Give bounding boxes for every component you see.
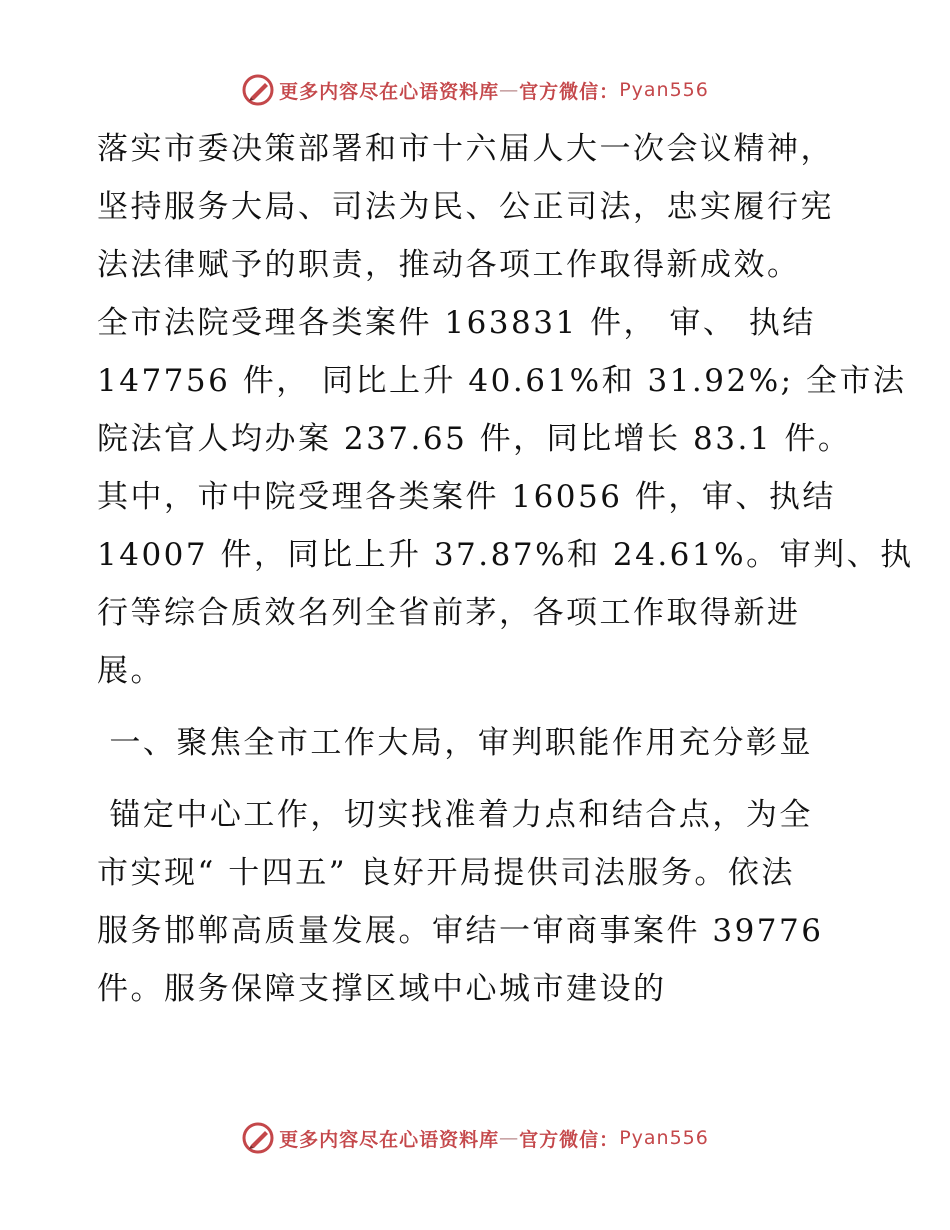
pen-logo-icon bbox=[241, 1121, 275, 1155]
paragraph-line: 落实市委决策部署和市十六届人大一次会议精神， bbox=[97, 131, 834, 167]
paragraph-line: 147756 件， 同比上升 40.61%和 31.92%; 全市法 bbox=[97, 363, 907, 399]
watermark-dash: — bbox=[499, 79, 520, 101]
watermark-dash: — bbox=[499, 1127, 520, 1149]
watermark-wechat-id: Pyan556 bbox=[619, 79, 709, 101]
watermark-wechat-label: 官方微信： bbox=[519, 1128, 620, 1151]
paragraph-line: 行等综合质效名列全省前茅，各项工作取得新进 bbox=[97, 595, 801, 631]
paragraph-line: 其中，市中院受理各类案件 16056 件，审、执结 bbox=[97, 479, 836, 515]
watermark-brand: 更多内容尽在心语资料库 bbox=[279, 80, 500, 103]
footer-watermark bbox=[0, 1118, 950, 1158]
paragraph-line: 全市法院受理各类案件 163831 件， 审、 执结 bbox=[97, 305, 816, 341]
pen-logo-icon bbox=[241, 73, 275, 107]
paragraph-line: 市实现“ 十四五” 良好开局提供司法服务。依法 bbox=[97, 855, 795, 891]
paragraph-line: 展。 bbox=[97, 653, 164, 689]
paragraph-line: 坚持服务大局、司法为民、公正司法，忠实履行宪 bbox=[97, 189, 834, 225]
paragraph-line: 14007 件，同比上升 37.87%和 24.61%。审判、执 bbox=[97, 537, 914, 573]
paragraph-line: 服务邯郸高质量发展。审结一审商事案件 39776 bbox=[97, 913, 824, 949]
document-body bbox=[97, 120, 914, 1018]
paragraph-line: 件。服务保障支撑区域中心城市建设的 bbox=[97, 971, 667, 1007]
watermark-brand: 更多内容尽在心语资料库 bbox=[279, 1128, 500, 1151]
watermark-wechat-label: 官方微信： bbox=[519, 80, 620, 103]
paragraph-line: 锚定中心工作，切实找准着力点和结合点，为全 bbox=[97, 797, 813, 833]
paragraph-line: 法法律赋予的职责，推动各项工作取得新成效。 bbox=[97, 247, 801, 283]
watermark-wechat-id: Pyan556 bbox=[619, 1127, 709, 1149]
header-watermark bbox=[0, 70, 950, 110]
paragraph-line: 院法官人均办案 237.65 件，同比增长 83.1 件。 bbox=[97, 421, 852, 457]
section-heading: 一、聚焦全市工作大局，审判职能作用充分彰显 bbox=[97, 725, 813, 761]
